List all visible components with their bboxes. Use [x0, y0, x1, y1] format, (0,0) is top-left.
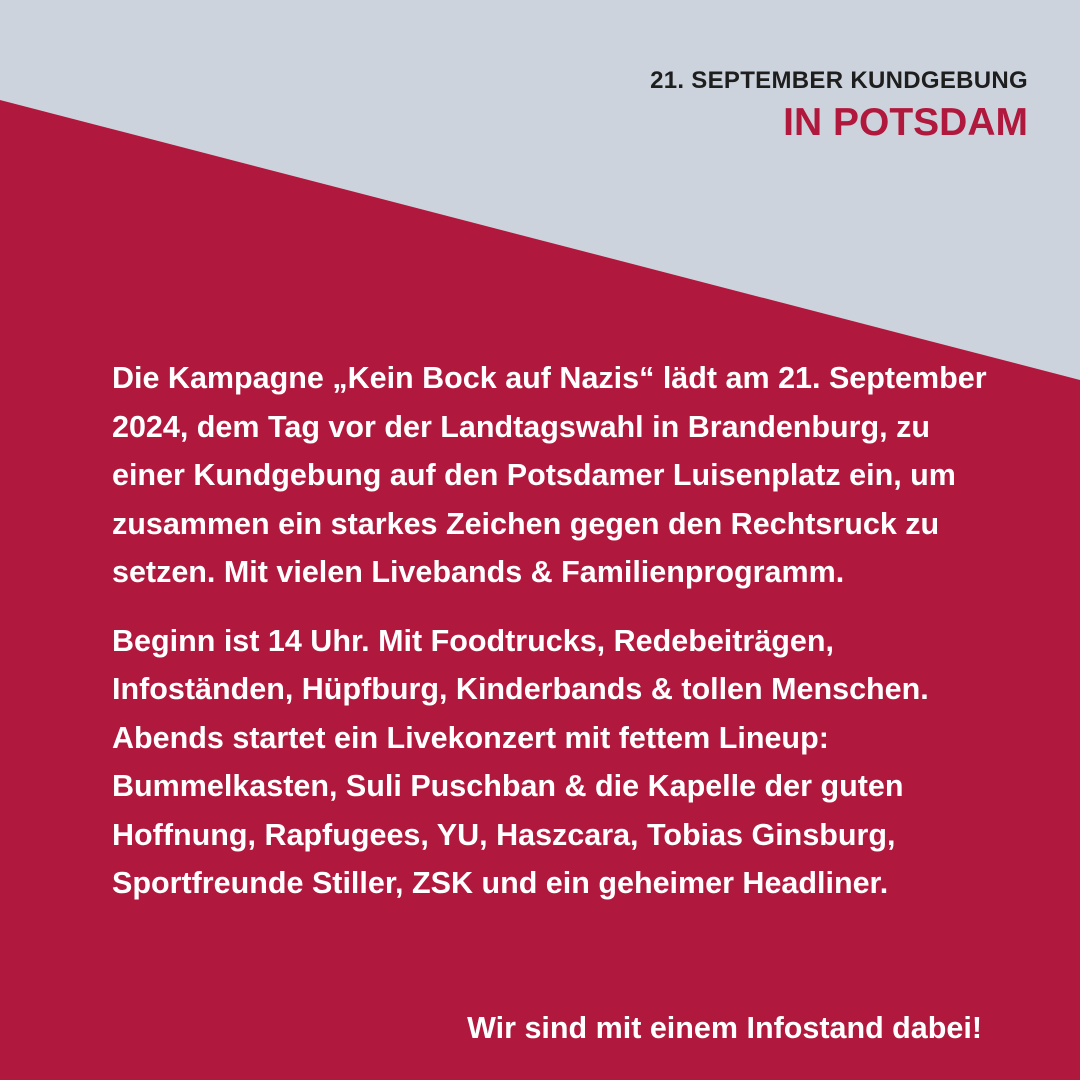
post-body	[112, 354, 992, 908]
event-date-kicker: 21. SEPTEMBER KUNDGEBUNG	[650, 67, 1028, 94]
event-location-title: IN POTSDAM	[783, 101, 1028, 144]
intro-paragraph: Die Kampagne „Kein Bock auf Nazis“ lädt am 21. September 2024, dem Tag vor der Landtagswahl in Brandenburg, zu einer Kundgebung auf den Potsdamer Luisenplatz ein, um zusammen ein starkes Zeichen gegen den Rechtsruck zu setzen. Mit vielen Livebands & Familienprogramm.	[112, 361, 987, 589]
program-paragraph: Beginn ist 14 Uhr. Mit Foodtrucks, Redebeiträgen, Infoständen, Hüpfburg, Kinderbands & tollen Menschen. Abends startet ein Livekonzert mit fettem Lineup: Bummelkasten, Suli Puschban & die Kapelle der guten Hoffnung, Rapfugees, YU, Haszcara, Tobias Ginsburg, Sportfreunde Stiller, ZSK und ein geheimer Headliner.	[112, 623, 929, 900]
infostand-callout: Wir sind mit einem Infostand dabei!	[467, 1011, 982, 1045]
post-header	[650, 66, 1028, 146]
